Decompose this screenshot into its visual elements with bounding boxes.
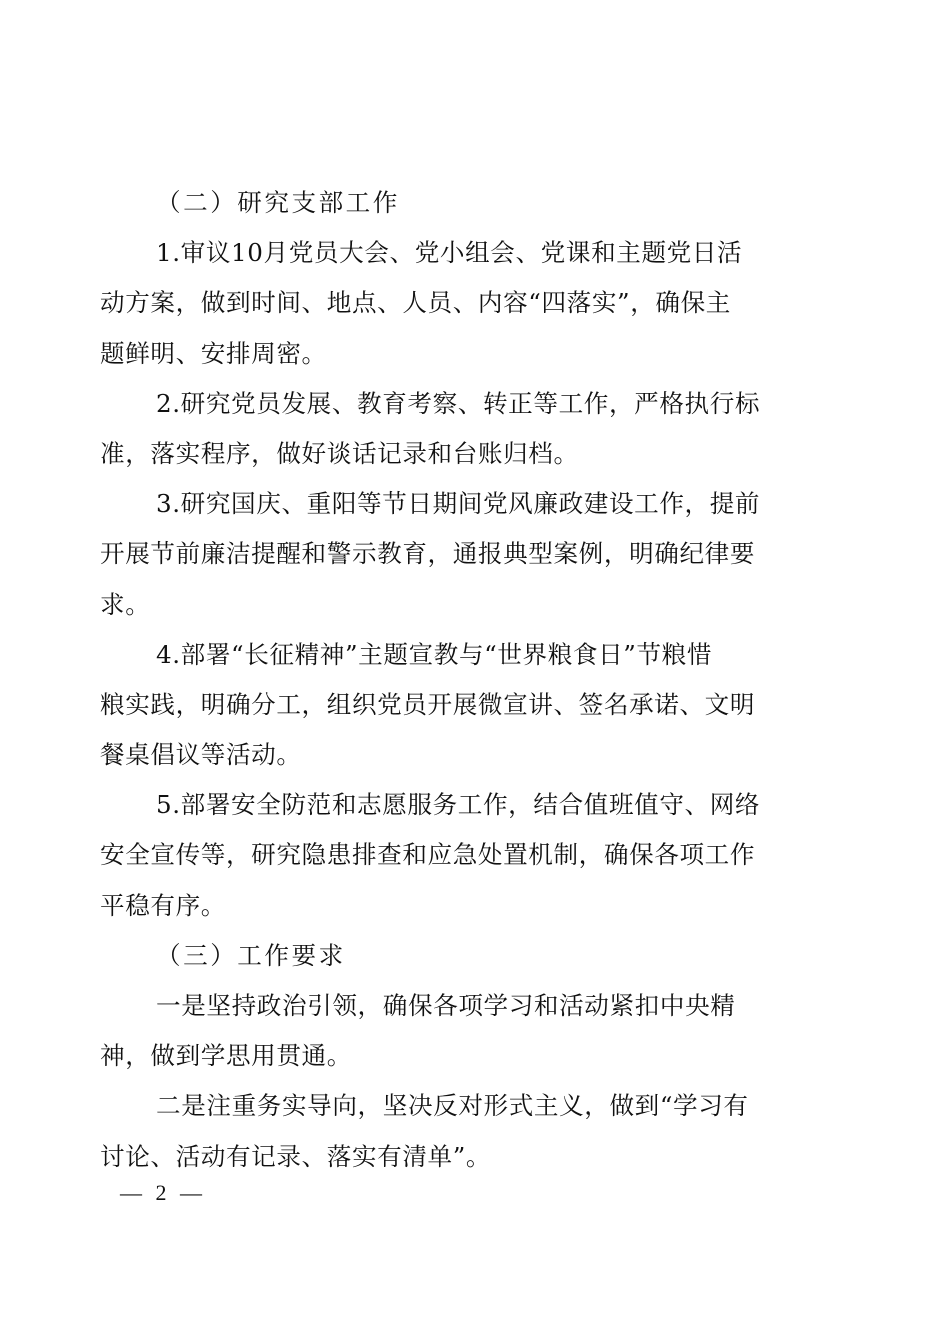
paragraph-item-2 <box>100 379 848 479</box>
section-heading-branch-work: （二）研究支部工作 <box>156 188 400 217</box>
document-body <box>100 178 848 1182</box>
paragraph-line: 5.部署安全防范和志愿服务工作，结合值班值守、网络 <box>156 790 761 820</box>
paragraph-line: 安全宣传等，研究隐患排查和应急处置机制，确保各项工作 <box>100 840 756 870</box>
requirement-paragraph-2 <box>100 1081 848 1181</box>
paragraph-line: 一是坚持政治引领，确保各项学习和活动紧扣中央精 <box>156 991 736 1020</box>
paragraph-line: 动方案，做到时间、地点、人员、内容“四落实”，确保主 <box>100 288 731 318</box>
paragraph-line: 粮实践，明确分工，组织党员开展微宣讲、签名承诺、文明 <box>100 689 756 719</box>
paragraph-line: 讨论、活动有记录、落实有清单”。 <box>100 1141 492 1171</box>
paragraph-line: 二是注重务实导向，坚决反对形式主义，做到“学习有 <box>156 1091 749 1121</box>
page-number: — 2 — <box>120 1180 206 1205</box>
paragraph-line: 平稳有序。 <box>100 890 226 920</box>
paragraph-item-5 <box>100 780 848 931</box>
paragraph-line: 准，落实程序，做好谈话记录和台账归档。 <box>100 438 579 468</box>
requirement-paragraph-1 <box>100 981 848 1081</box>
paragraph-item-4 <box>100 630 848 781</box>
paragraph-line: 题鲜明、安排周密。 <box>100 338 327 368</box>
paragraph-line: 2.研究党员发展、教育考察、转正等工作，严格执行标 <box>156 388 761 418</box>
paragraph-line: 开展节前廉洁提醒和警示教育，通报典型案例，明确纪律要 <box>100 539 756 569</box>
paragraph-item-1 <box>100 228 848 379</box>
section-heading-work-requirements: （三）工作要求 <box>156 940 346 970</box>
paragraph-line: 3.研究国庆、重阳等节日期间党风廉政建设工作，提前 <box>156 489 761 519</box>
paragraph-item-3 <box>100 479 848 630</box>
paragraph-line: 餐桌倡议等活动。 <box>100 740 302 770</box>
paragraph-line: 4.部署“长征精神”主题宣教与“世界粮食日”节粮惜 <box>156 639 713 669</box>
paragraph-line: 神，做到学思用贯通。 <box>100 1041 352 1071</box>
paragraph-line: 求。 <box>100 589 151 619</box>
paragraph-line: 1.审议10月党员大会、党小组会、党课和主题党日活 <box>156 238 743 268</box>
